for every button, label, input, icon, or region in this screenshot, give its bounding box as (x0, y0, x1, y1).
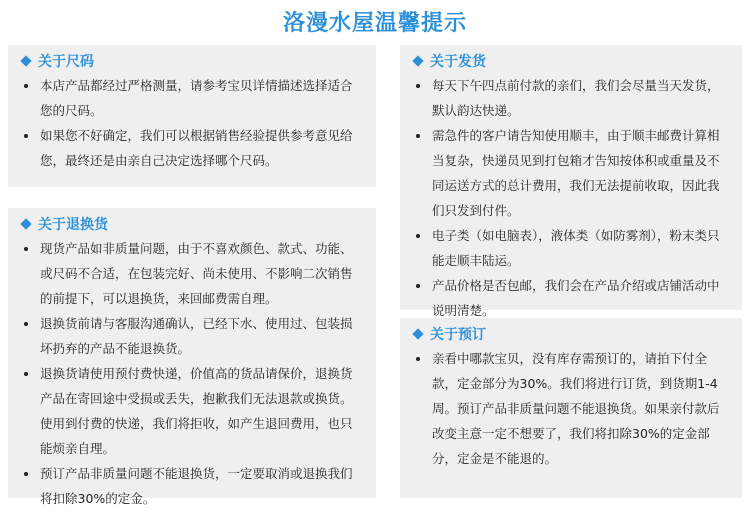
list-item (412, 273, 730, 323)
list-item (20, 461, 364, 511)
bullet-icon (416, 284, 420, 288)
returns-heading-text: 关于退换货 (38, 217, 108, 233)
list-item (412, 346, 730, 471)
list-item-text: 亲看中哪款宝贝，没有库存需预订的，请拍下付全款，定金部分为30%。我们将进行订货，到货期1-4周。预订产品非质量问题不能退换货。如果亲付款后改变主意一定不想要了，我们将扣除30%的定金部分，定金是不能退的。 (432, 351, 720, 466)
preorder-list (412, 346, 730, 471)
size-heading-text: 关于尺码 (38, 54, 94, 70)
bullet-icon (24, 372, 28, 376)
bullet-icon (24, 322, 28, 326)
preorder-heading-text: 关于预订 (430, 327, 486, 343)
preorder-section-heading (410, 324, 730, 344)
bullet-icon (416, 134, 420, 138)
preorder-section (400, 318, 742, 498)
list-item-text: 现货产品如非质量问题，由于不喜欢颜色、款式、功能、或尺码不合适，在包装完好、尚未使用、不影响二次销售的前提下，可以退换货，来回邮费需自理。 (40, 241, 353, 306)
list-item (20, 361, 364, 461)
list-item (412, 73, 730, 123)
bullet-icon (24, 84, 28, 88)
shipping-section (400, 45, 742, 318)
bullet-icon (24, 472, 28, 476)
list-item (20, 311, 364, 361)
list-item-text: 每天下午四点前付款的亲们，我们会尽量当天发货，默认韵达快递。 (432, 78, 720, 118)
list-item (412, 223, 730, 273)
list-item-text: 产品价格是否包邮，我们会在产品介绍或店铺活动中说明清楚。 (432, 278, 720, 318)
diamond-icon (412, 55, 423, 66)
diamond-icon (20, 55, 31, 66)
list-item-text: 预订产品非质量问题不能退换货，一定要取消或退换我们将扣除30%的定金。 (40, 466, 353, 506)
bullet-icon (416, 234, 420, 238)
bullet-icon (416, 357, 420, 361)
shipping-section-heading (410, 51, 730, 71)
returns-list (20, 236, 364, 511)
bullet-icon (24, 247, 28, 251)
list-item (20, 236, 364, 311)
size-section-heading (18, 51, 364, 71)
diamond-icon (20, 218, 31, 229)
list-item-text: 退换货请使用预付费快递，价值高的货品请保价，退换货产品在寄回途中受损或丢失，抱歉我们无法退款或换货。使用到付费的快递，我们将拒收，如产生退回费用，也只能烦亲自理。 (40, 366, 353, 456)
list-item-text: 需急件的客户请告知使用顺丰，由于顺丰邮费计算相当复杂，快递员见到打包箱才告知按体积或重量及不同运送方式的总计费用，我们无法提前收取，因此我们只发到付件。 (432, 128, 720, 218)
diamond-icon (412, 328, 423, 339)
list-item (20, 73, 364, 123)
shipping-list (412, 73, 730, 323)
returns-section-heading (18, 214, 364, 234)
bullet-icon (24, 134, 28, 138)
list-item-text: 如果您不好确定，我们可以根据销售经验提供参考意见给您，最终还是由亲自己决定选择哪个尺码。 (40, 128, 353, 168)
list-item-text: 本店产品都经过严格测量，请参考宝贝详情描述选择适合您的尺码。 (40, 78, 353, 118)
list-item (412, 123, 730, 223)
bullet-icon (416, 84, 420, 88)
list-item-text: 电子类（如电脑表），液体类（如防雾剂），粉末类只能走顺丰陆运。 (432, 228, 720, 268)
page-title: 洛漫水屋温馨提示 (282, 11, 467, 36)
size-section (8, 45, 376, 187)
shipping-heading-text: 关于发货 (430, 54, 486, 70)
size-list (20, 73, 364, 173)
returns-section (8, 208, 376, 506)
list-item (20, 123, 364, 173)
list-item-text: 退换货前请与客服沟通确认，已经下水、使用过、包装损坏扔弃的产品不能退换货。 (40, 316, 353, 356)
